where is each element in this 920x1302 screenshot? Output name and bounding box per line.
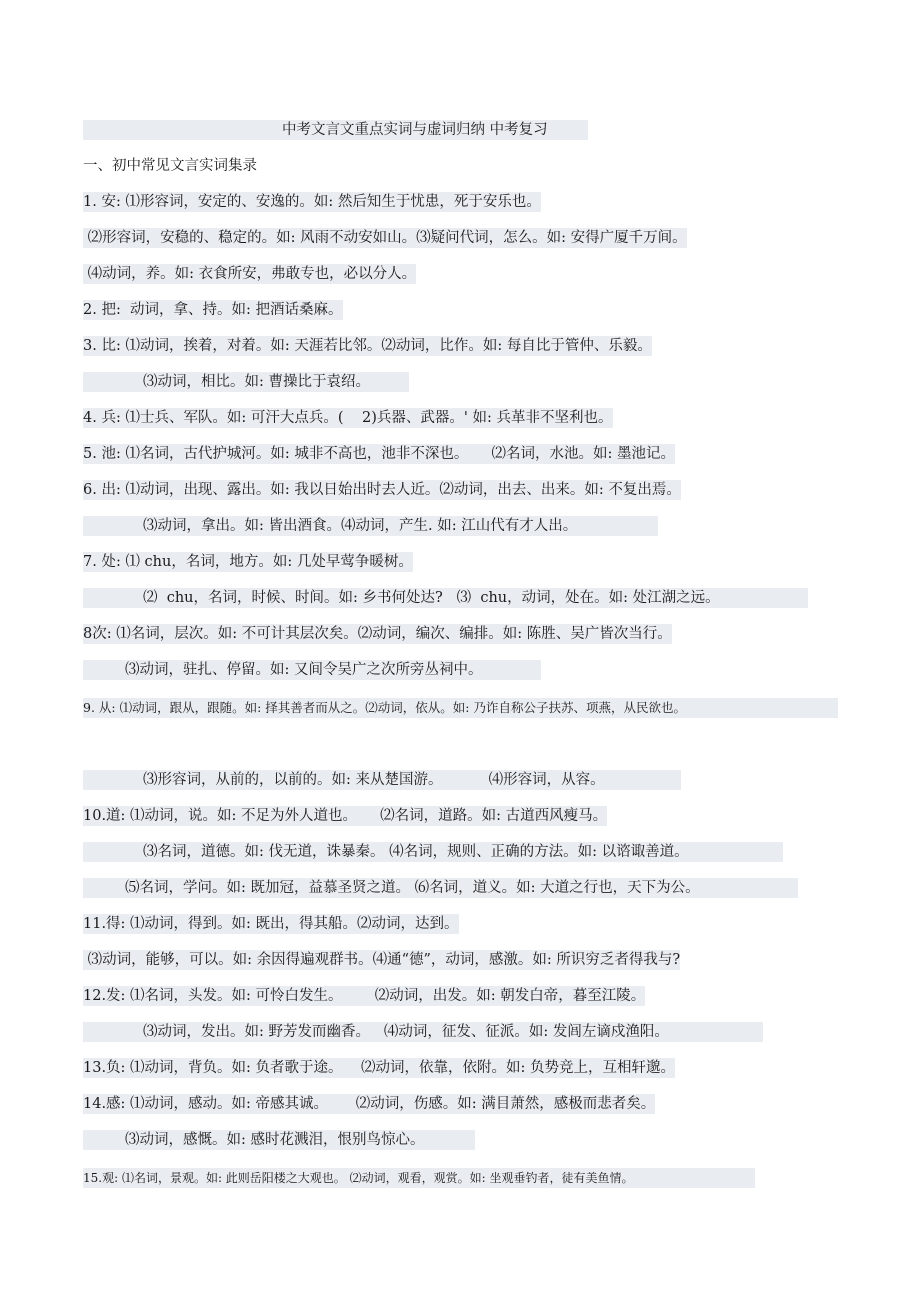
entry-line-indent <box>83 1130 475 1150</box>
entry-line-indent <box>83 588 808 608</box>
entry-line: 1. 安: ⑴形容词，安定的、安逸的。如: 然后知生于忧患，死于安乐也。 <box>83 194 541 210</box>
entry-line-indent <box>83 1022 763 1042</box>
entry-line-text: ⑸名词，学问。如: 既加冠，益慕圣贤之道。 ⑹名词，道义。如: 大道之行也，天下为公。 <box>125 880 700 896</box>
entry-line: ⑶动词，能够，可以。如: 余因得遍观群书。⑷通“德”，动词，感激。如: 所识穷乏者得我与? <box>83 952 681 968</box>
entry-line: 11.得: ⑴动词，得到。如: 既出，得其船。⑵动词，达到。 <box>83 916 459 932</box>
entry-line: 2. 把: 动词，拿、持。如: 把酒话桑麻。 <box>83 302 343 318</box>
entry-line-text: ⑶动词，相比。如: 曹操比于袁绍。 <box>143 374 370 390</box>
entry-line: 14.感: ⑴动词，感动。如: 帝感其诚。 ⑵动词，伤感。如: 满目萧然，感极而悲者矣。 <box>83 1096 656 1112</box>
entry-line: 15.观: ⑴名词，景观。如: 此则岳阳楼之大观也。 ⑵动词，观看，观赏。如: 坐观垂钓者，徒有美鱼情。 <box>83 1168 755 1188</box>
entry-line-indent <box>83 372 409 392</box>
entry-line: 13.负: ⑴动词，背负。如: 负者歌于途。 ⑵动词，依靠，依附。如: 负势竞上，互相轩邈。 <box>83 1060 675 1076</box>
section-heading: 一、初中常见文言实词集录 <box>83 158 257 174</box>
entry-line-indent <box>83 770 681 790</box>
entry-line-text: ⑶动词，驻扎、停留。如: 又间令吴广之次所旁丛祠中。 <box>125 662 483 678</box>
page-title: 中考文言文重点实词与虚词归纳 中考复习 <box>282 122 548 138</box>
entry-line-text: ⑵ chu，名词，时候、时间。如: 乡书何处达? ⑶ chu，动词，处在。如: 处江湖之远。 <box>143 590 720 606</box>
entry-line: 9. 从: ⑴动词，跟从，跟随。如: 择其善者而从之。⑵动词，依从。如: 乃诈自称公子扶苏、项燕，从民欲也。 <box>83 698 838 718</box>
entry-line: 8次: ⑴名词，层次。如: 不可计其层次矣。⑵动词，编次、编排。如: 陈胜、吴广皆次当行。 <box>83 626 672 642</box>
entry-line-indent <box>83 878 798 898</box>
entry-line: 12.发: ⑴名词，头发。如: 可怜白发生。 ⑵动词，出发。如: 朝发白帝，暮至江陵。 <box>83 988 646 1004</box>
entry-line: 10.道: ⑴动词，说。如: 不足为外人道也。 ⑵名词，道路。如: 古道西风瘦马。 <box>83 808 608 824</box>
entry-line-text: ⑶名词，道德。如: 伐无道，诛暴秦。 ⑷名词，规则、正确的方法。如: 以谘诹善道。 <box>143 844 689 860</box>
entry-line: 7. 处: ⑴ chu，名词，地方。如: 几处早莺争暖树。 <box>83 554 413 570</box>
entry-line-text: ⑶动词，发出。如: 野芳发而幽香。 ⑷动词，征发、征派。如: 发闾左谪戍渔阳。 <box>143 1024 669 1040</box>
entry-line: 4. 兵: ⑴士兵、军队。如: 可汗大点兵。( 2)兵器、武器。' 如: 兵革非不坚利也。 <box>83 410 613 426</box>
entry-line-text: ⑶形容词，从前的，以前的。如: 来从楚国游。 ⑷形容词，从容。 <box>143 772 605 788</box>
entry-line-text: ⑶动词，感慨。如: 感时花溅泪，恨别鸟惊心。 <box>125 1132 425 1148</box>
entry-line: 5. 池: ⑴名词，古代护城河。如: 城非不高也，池非不深也。 ⑵名词，水池。如: 墨池记。 <box>83 446 675 462</box>
entry-line-indent <box>83 660 541 680</box>
entry-line: 3. 比: ⑴动词，挨着，对着。如: 天涯若比邻。⑵动词，比作。如: 每自比于管仲、乐毅。 <box>83 338 652 354</box>
entry-line-indent <box>83 842 783 862</box>
entry-line: ⑵形容词，安稳的、稳定的。如: 风雨不动安如山。⑶疑问代词，怎么。如: 安得广厦千万间。 <box>83 230 687 246</box>
entry-line: ⑷动词，养。如: 衣食所安，弗敢专也，必以分人。 <box>83 266 417 282</box>
entry-line-text: ⑶动词，拿出。如: 皆出酒食。⑷动词，产生. 如: 江山代有才人出。 <box>143 518 578 534</box>
entry-line-indent <box>83 516 658 536</box>
entry-line: 6. 出: ⑴动词，出现、露出。如: 我以日始出时去人近。⑵动词，出去、出来。如: 不复出焉。 <box>83 482 681 498</box>
